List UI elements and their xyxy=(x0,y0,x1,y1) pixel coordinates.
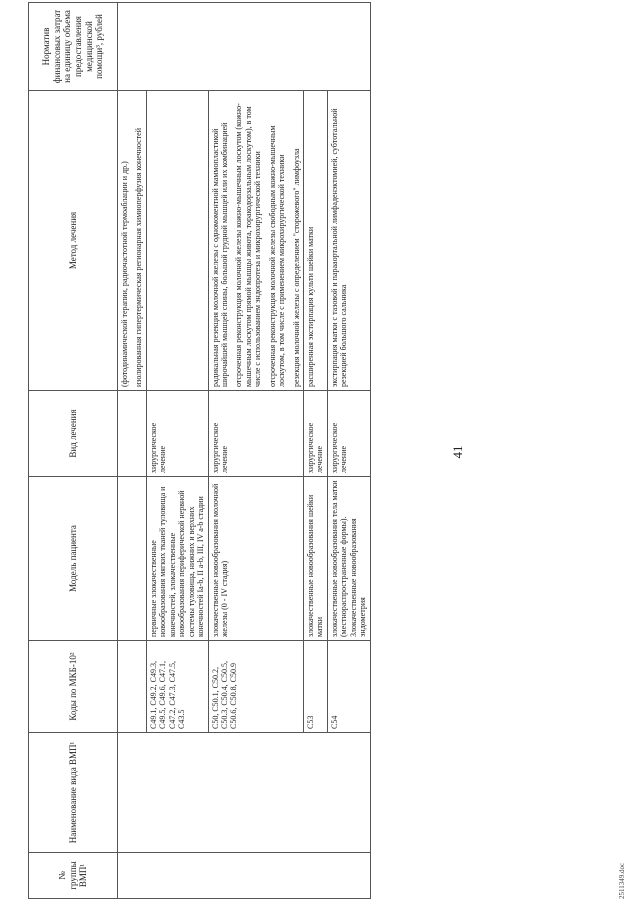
header-vmp-name: Наименование вида ВМП¹ xyxy=(29,733,118,853)
treatment-type-cell: хирургическое лечение xyxy=(327,391,370,477)
icd-codes-cell xyxy=(118,641,147,733)
patient-model-cell: злокачественные новообразования шейки матки xyxy=(304,477,328,641)
patient-model-cell xyxy=(118,477,147,641)
treatment-method-cell xyxy=(118,91,147,391)
header-patient-model: Модель пациента xyxy=(29,477,118,641)
icd-codes-cell: C49.1, C49.2, C49.3, C49.5, C49.6, C47.1, C47.2, C47.3, C47.5, C43.5 xyxy=(146,641,208,733)
method-item: отсроченная реконструкция молочной железы кожно-мышечным лоскутом (кожно-мышечным лоскутом прямой мышцы живота, торакодорзальным лоскутом), в том числе с использованием эндопротеза и микрохирургической техники xyxy=(234,103,263,387)
group-number-cell xyxy=(118,853,371,899)
header-cost-norm: Норматив финансовых затрат на единицу объема предоставления медицинской помощи³, рублей xyxy=(29,3,118,91)
page-number: 41 xyxy=(450,445,465,459)
treatment-method-cell xyxy=(208,91,304,391)
patient-model-cell: злокачественные новообразования молочной железы (0 - IV стадия) xyxy=(208,477,304,641)
method-item: изолированная гипертермическая регионарная химиоперфузия конечностей xyxy=(134,128,144,387)
cost-norm-cell xyxy=(118,3,371,91)
treatment-method-cell xyxy=(146,91,208,391)
method-item: радикальная резекция молочной железы с одномоментной маммопластикой широчайшей мышцей спины, большой грудной мышцей или их комбинацией xyxy=(210,122,229,387)
vmp-name-cell xyxy=(118,733,371,853)
patient-model-cell: первичные злокачественные новообразования мягких тканей туловища и конечностей, злокачественные новообразования периферической нервной системы туловища, нижних и верхних конечностей Ia-b, II a-b, III, IV a-b стадии xyxy=(146,477,208,641)
header-treatment-method: Метод лечения xyxy=(29,91,118,391)
table-header-row xyxy=(29,3,118,899)
treatment-type-cell xyxy=(118,391,147,477)
icd-codes-cell: C50, C50.1, C50.2, C50.3, C50.4, C50.5, C50.6, C50.8, C50.9 xyxy=(208,641,304,733)
method-item: отсроченная реконструкция молочной железы свободным кожно-мышечным лоскутом, в том числе с применением микрохирургической техники xyxy=(267,125,287,387)
icd-codes-cell: C53 xyxy=(304,641,328,733)
document-file-code: 2511349.doc xyxy=(618,862,626,899)
treatment-type-cell: хирургическое лечение xyxy=(304,391,328,477)
header-icd-codes: Коды по МКБ-10² xyxy=(29,641,118,733)
method-item: (фотодинамической терапии, радиочастотной термоаблации и др.) xyxy=(120,161,129,387)
header-treatment-type: Вид лечения xyxy=(29,391,118,477)
header-group-no: № группы ВМП¹ xyxy=(29,853,118,899)
table-row xyxy=(118,3,147,899)
patient-model-cell: злокачественные новообразования тела матки (местнораспространенные формы). Злокачественные новообразования эндометрия xyxy=(327,477,370,641)
treatment-type-cell: хирургическое лечение xyxy=(208,391,304,477)
method-item: резекция молочной железы с определением "сторожевого" лимфоузла xyxy=(291,148,301,387)
method-item: экстирпация матки с тазовой и парааортальной лимфаденэктомией, субтотальной резекцией большого сальника xyxy=(329,108,349,387)
treatment-method-cell xyxy=(327,91,370,391)
icd-codes-cell: C54 xyxy=(327,641,370,733)
treatment-type-cell: хирургическое лечение xyxy=(146,391,208,477)
method-item: расширенная экстирпация культи шейки матки xyxy=(306,226,315,387)
treatment-method-cell xyxy=(304,91,328,391)
vmp-table xyxy=(28,2,371,899)
